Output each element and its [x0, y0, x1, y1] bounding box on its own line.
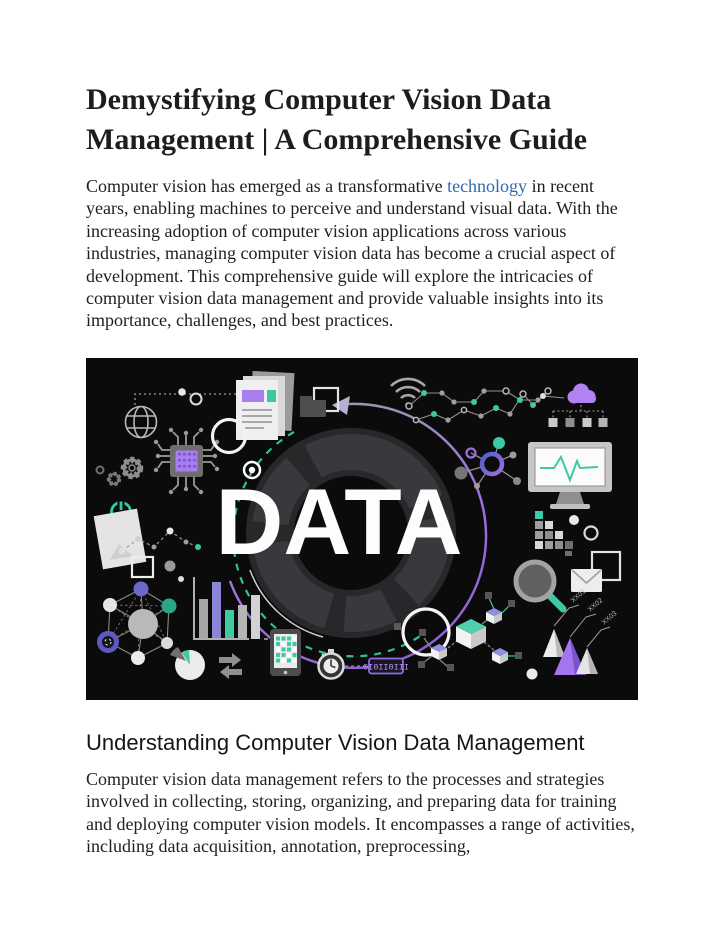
dot-accent	[527, 668, 538, 679]
section-heading: Understanding Computer Vision Data Management	[86, 729, 585, 755]
pyramid-label-1: XX01	[569, 588, 588, 605]
intro-text-after: in recent years, enabling machines to perceive and understand visual data. With the increasing adoption of computer vision applications across various industries, managing computer vision data has become a crucial aspect of development. This comprehensive guide will explore the intricacies of computer vision data management and provide valuable insights into its importance, challenges, and best practices.	[86, 176, 618, 331]
dot-accent	[569, 515, 579, 525]
data-word: DATA	[215, 468, 463, 574]
intro-text-before: Computer vision has emerged as a transformative	[86, 176, 448, 196]
data-illustration	[86, 358, 638, 700]
page-title: Demystifying Computer Vision Data Management | A Comprehensive Guide	[86, 83, 588, 156]
tablet-icon	[270, 629, 301, 676]
binary-label: 0I0II0III	[363, 662, 409, 673]
dot-accent	[178, 576, 184, 582]
dot-accent	[165, 560, 176, 571]
technology-link[interactable]: technology	[447, 176, 528, 196]
pyramid-label-3: XX03	[600, 610, 619, 627]
intro-paragraph	[86, 175, 638, 332]
data-illustration-canvas	[86, 358, 638, 700]
section-paragraph: Computer vision data management refers to the processes and strategies involved in collecting, storing, organizing, and preparing data for training and deploying computer vision models. It encompasses a range of activities, including data acquisition, annotation, preprocessing,	[86, 768, 635, 857]
pyramid-label-2: XX02	[586, 597, 605, 614]
